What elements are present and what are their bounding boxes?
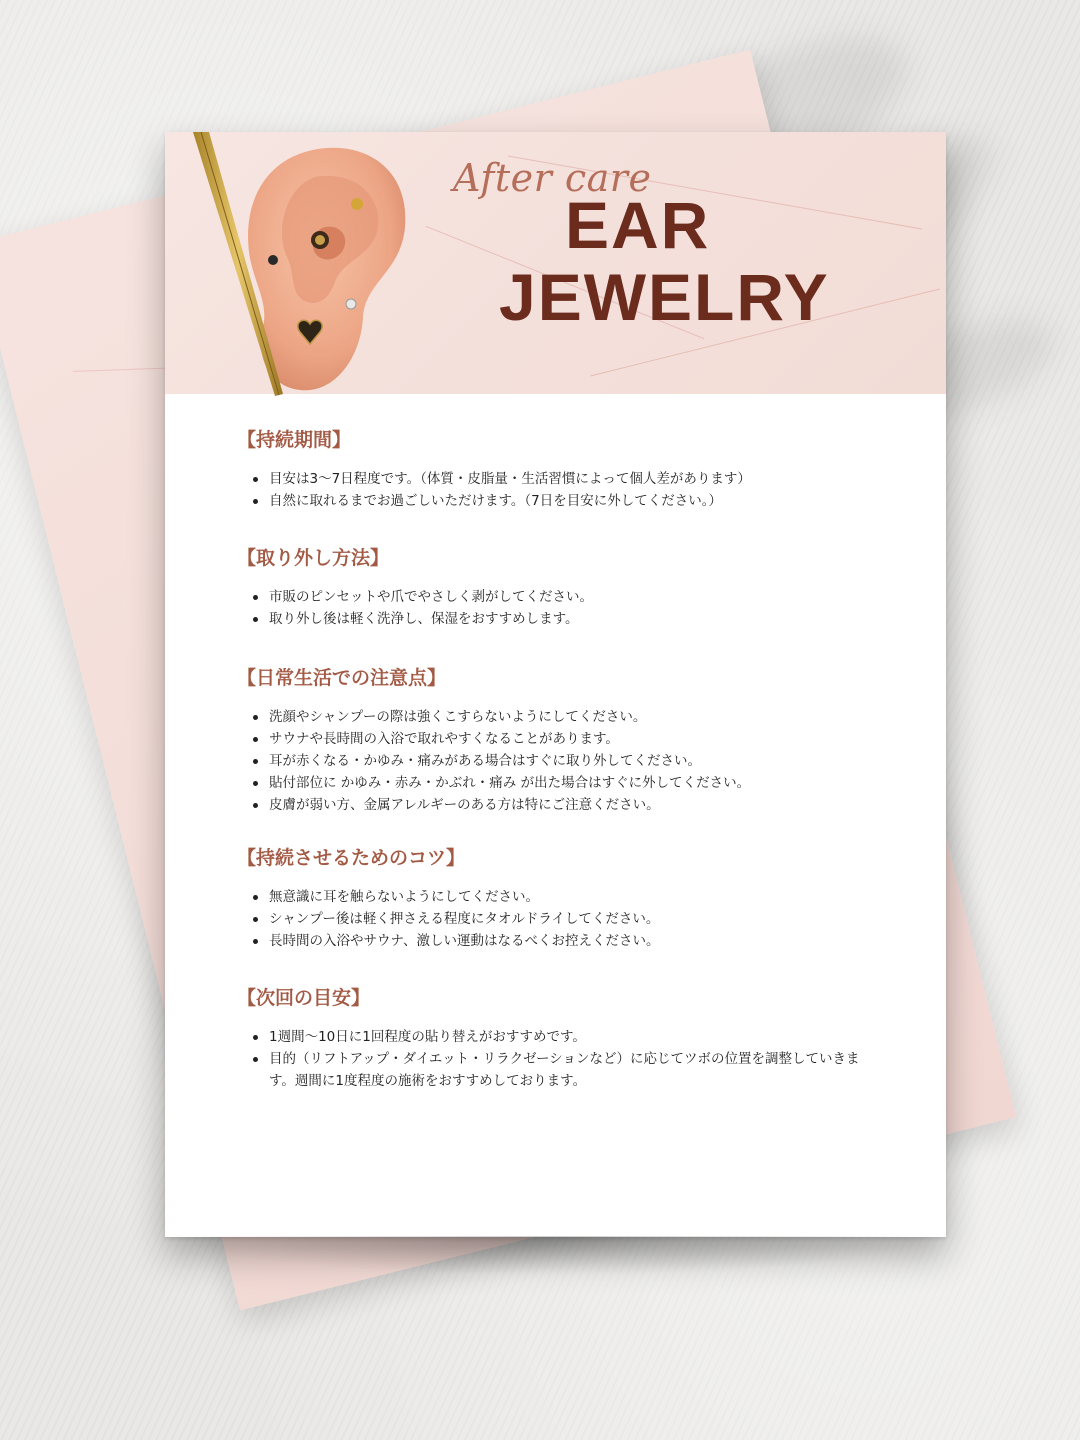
title-line-2: JEWELRY	[499, 260, 830, 334]
flyer-header	[165, 132, 946, 394]
list-item: 目安は3〜7日程度です。（体質・皮脂量・生活習慣によって個人差があります）	[243, 468, 751, 490]
section-daily-cautions	[237, 664, 751, 816]
list-item: 無意識に耳を触らないようにしてください。	[243, 886, 660, 908]
list-item: 長時間の入浴やサウナ、激しい運動はなるべくお控えください。	[243, 930, 660, 952]
script-title: After care	[453, 156, 652, 200]
section-tips	[237, 844, 660, 952]
list-item: シャンプー後は軽く押さえる程度にタオルドライしてください。	[243, 908, 660, 930]
list-item: 自然に取れるまでお過ごしいただけます。（7日を目安に外してください。）	[243, 490, 751, 512]
sheet-shadow	[175, 1236, 935, 1276]
section-heading: 【持続期間】	[237, 429, 352, 451]
list-item: 洗顔やシャンプーの際は強くこすらないようにしてください。	[243, 706, 750, 728]
section-heading: 【持続させるためのコツ】	[237, 847, 466, 869]
list-item: 市販のピンセットや爪でやさしく剥がしてください。	[243, 586, 593, 608]
section-removal	[237, 544, 593, 630]
list-item: 貼付部位に かゆみ・赤み・かぶれ・痛み が出た場合はすぐに外してください。	[243, 772, 750, 794]
list-item: 皮膚が弱い方、金属アレルギーのある方は特にご注意ください。	[243, 794, 750, 816]
section-heading: 【取り外し方法】	[237, 547, 390, 569]
list-item: サウナや長時間の入浴で取れやすくなることがあります。	[243, 728, 750, 750]
section-heading: 【次回の目安】	[237, 987, 371, 1009]
list-item: 耳が赤くなる・かゆみ・痛みがある場合はすぐに取り外してください。	[243, 750, 750, 772]
section-duration	[237, 426, 751, 512]
section-next-visit	[237, 984, 883, 1092]
title-line-1: EAR	[565, 188, 711, 262]
section-heading: 【日常生活での注意点】	[237, 667, 447, 689]
aftercare-flyer	[165, 132, 946, 1237]
ear-model-illustration	[165, 132, 485, 402]
list-item: 1週間〜10日に1回程度の貼り替えがおすすめです。	[243, 1026, 883, 1048]
list-item: 目的（リフトアップ・ダイエット・リラクゼーションなど）に応じてツボの位置を調整していきます。週間に1度程度の施術をおすすめしております。	[243, 1048, 883, 1092]
list-item: 取り外し後は軽く洗浄し、保湿をおすすめします。	[243, 608, 593, 630]
